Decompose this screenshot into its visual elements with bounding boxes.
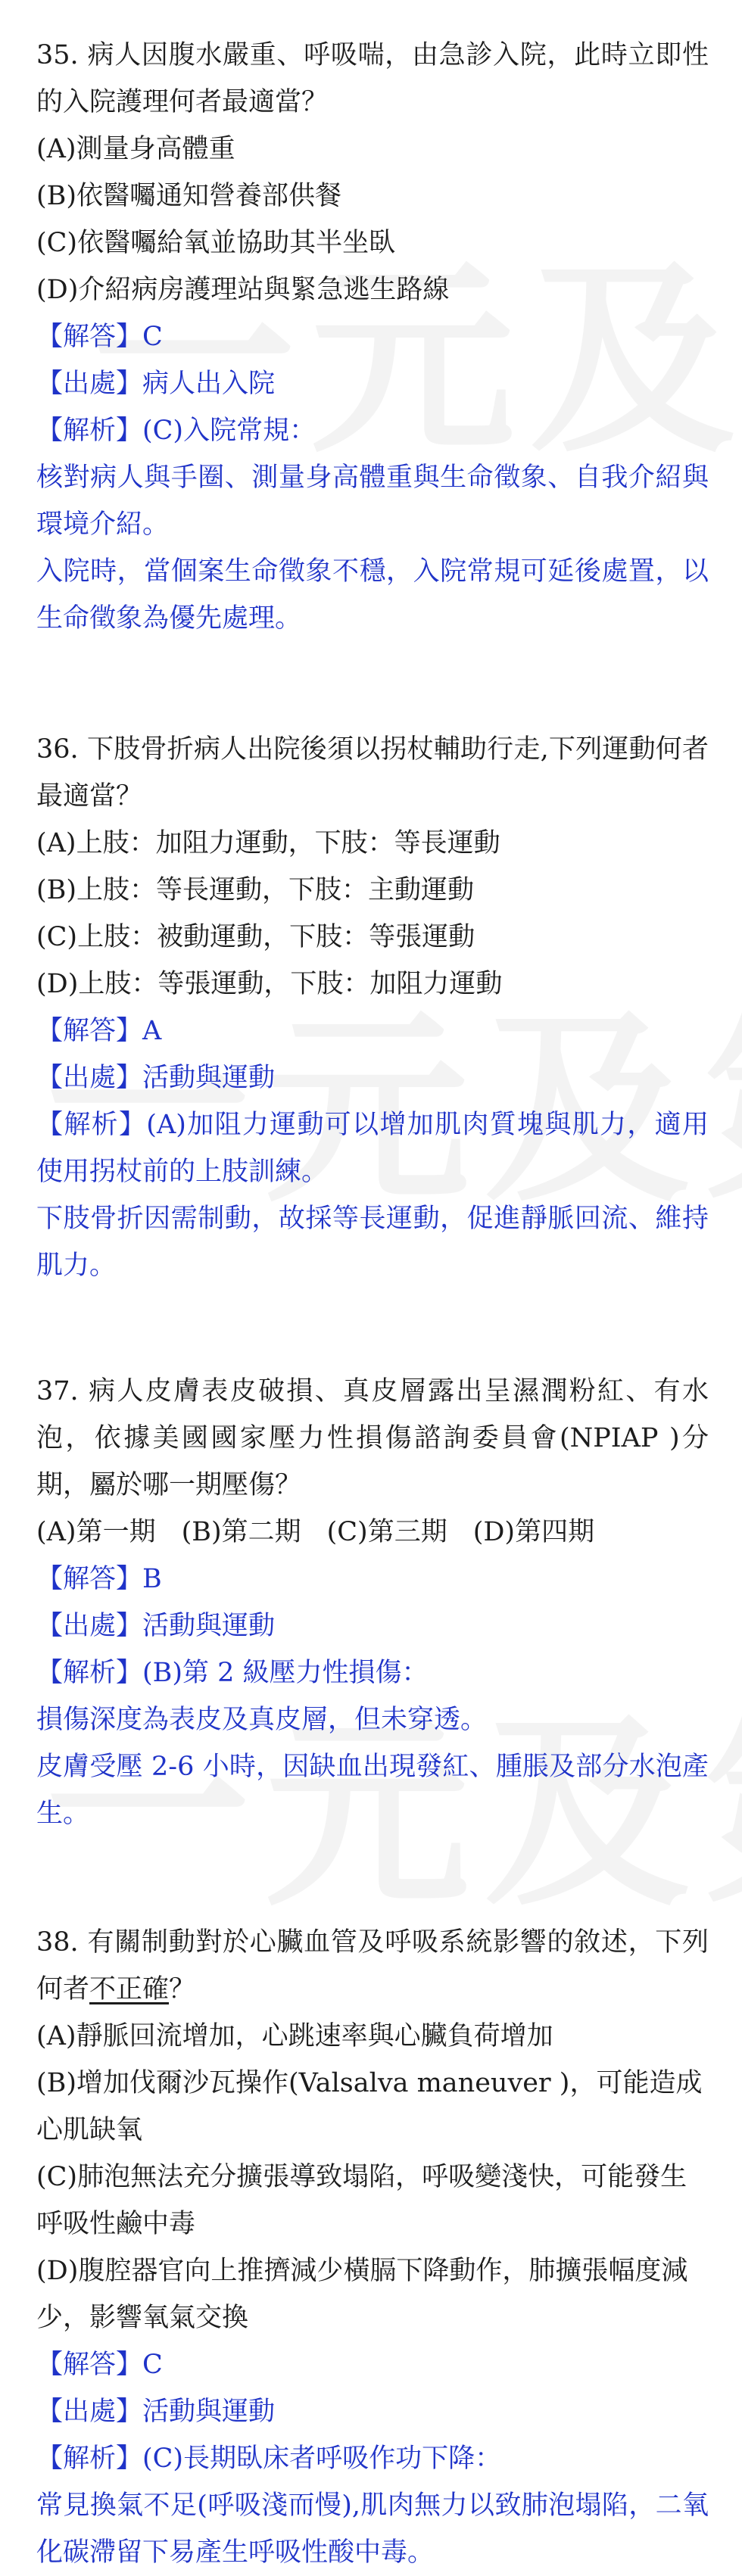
question-stem: 35. 病人因腹水嚴重、呼吸喘，由急診入院，此時立即性的入院護理何者最適當？ [36,40,709,117]
analysis-line: 【解析】(C)長期臥床者呼吸作功下降： [36,2444,502,2474]
underlined-keyword: 不正確 [89,1974,170,2004]
option-c: (C)依醫囑給氧並協助其半坐臥 [36,228,396,258]
answer-line: 【解答】C [36,2350,163,2380]
analysis-line: 損傷深度為表皮及真皮層，但未穿透。 [36,1705,488,1735]
option-c: (C)第三期 [326,1517,447,1547]
option-b: (B)上肢：等長運動，下肢：主動運動 [36,875,475,905]
question-stem [36,1919,709,2013]
option-d: (D)第四期 [472,1517,595,1547]
source-line: 【出處】病人出入院 [36,369,276,399]
option-d: (D)腹腔器官向上推擠減少橫膈下降動作，肺擴張幅度減少，影響氧氣交換 [36,2256,688,2333]
option-b: (B)依醫囑通知營養部供餐 [36,181,342,211]
analysis-line: 【解析】(A)加阻力運動可以增加肌肉質塊與肌力，適用使用拐杖前的上肢訓練。 [36,1110,709,1187]
stem-text: ？ [169,1974,196,2004]
options-row [36,1509,709,1556]
answer-line: 【解答】B [36,1564,162,1594]
option-d: (D)介紹病房護理站與緊急逃生路線 [36,275,450,305]
question-spacer [36,1289,709,1368]
source-line: 【出處】活動與運動 [36,2397,276,2427]
option-c: (C)上肢：被動運動，下肢：等張運動 [36,922,475,952]
option-a: (A)上肢：加阻力運動，下肢：等長運動 [36,828,500,858]
analysis-line: 核對病人與手圈、測量身高體重與生命徵象、自我介紹與環境介紹。 [36,463,709,540]
question-stem: 36. 下肢骨折病人出院後須以拐杖輔助行走,下列運動何者最適當？ [36,734,709,811]
question-spacer [36,642,709,726]
analysis-line: 常見換氣不足(呼吸淺而慢),肌肉無力以致肺泡塌陷，二氧化碳滯留下易產生呼吸性酸中毒。 [36,2490,709,2568]
option-a: (A)測量身高體重 [36,134,235,164]
question-35 [36,32,709,642]
answer-line: 【解答】C [36,322,163,352]
option-d: (D)上肢：等張運動，下肢：加阻力運動 [36,969,503,999]
analysis-line: 皮膚受壓 2-6 小時，因缺血出現發紅、腫脹及部分水泡產生。 [36,1752,709,1829]
option-b: (B)第二期 [181,1517,301,1547]
stem-text: 38. 有關制動對於心臟血管及呼吸系統影響的敘述，下列何者 [36,1927,709,2004]
analysis-line: 入院時，當個案生命徵象不穩，入院常規可延後處置，以生命徵象為優先處理。 [36,556,709,634]
analysis-line: 【解析】(C)入院常規： [36,416,316,446]
question-37 [36,1368,709,1837]
source-line: 【出處】活動與運動 [36,1063,276,1093]
analysis-line: 下肢骨折因需制動，故採等長運動，促進靜脈回流、維持肌力。 [36,1204,709,1281]
answer-line: 【解答】A [36,1016,162,1046]
source-line: 【出處】活動與運動 [36,1611,276,1641]
option-a: (A)靜脈回流增加，心跳速率與心臟負荷增加 [36,2021,553,2051]
analysis-line: 【解析】(B)第 2 級壓力性損傷： [36,1658,429,1688]
question-38 [36,1919,709,2576]
option-b: (B)增加伐爾沙瓦操作(Valsalva maneuver )，可能造成心肌缺氧 [36,2068,703,2145]
option-c: (C)肺泡無法充分擴張導致塌陷，呼吸變淺快，可能發生呼吸性鹼中毒 [36,2162,687,2239]
question-spacer [36,1837,709,1919]
question-stem: 37. 病人皮膚表皮破損、真皮層露出呈濕潤粉紅、有水泡，依據美國國家壓力性損傷諮詢委員會(NPIAP )分期，屬於哪一期壓傷？ [36,1376,709,1500]
question-36 [36,726,709,1289]
option-a: (A)第一期 [36,1517,156,1547]
